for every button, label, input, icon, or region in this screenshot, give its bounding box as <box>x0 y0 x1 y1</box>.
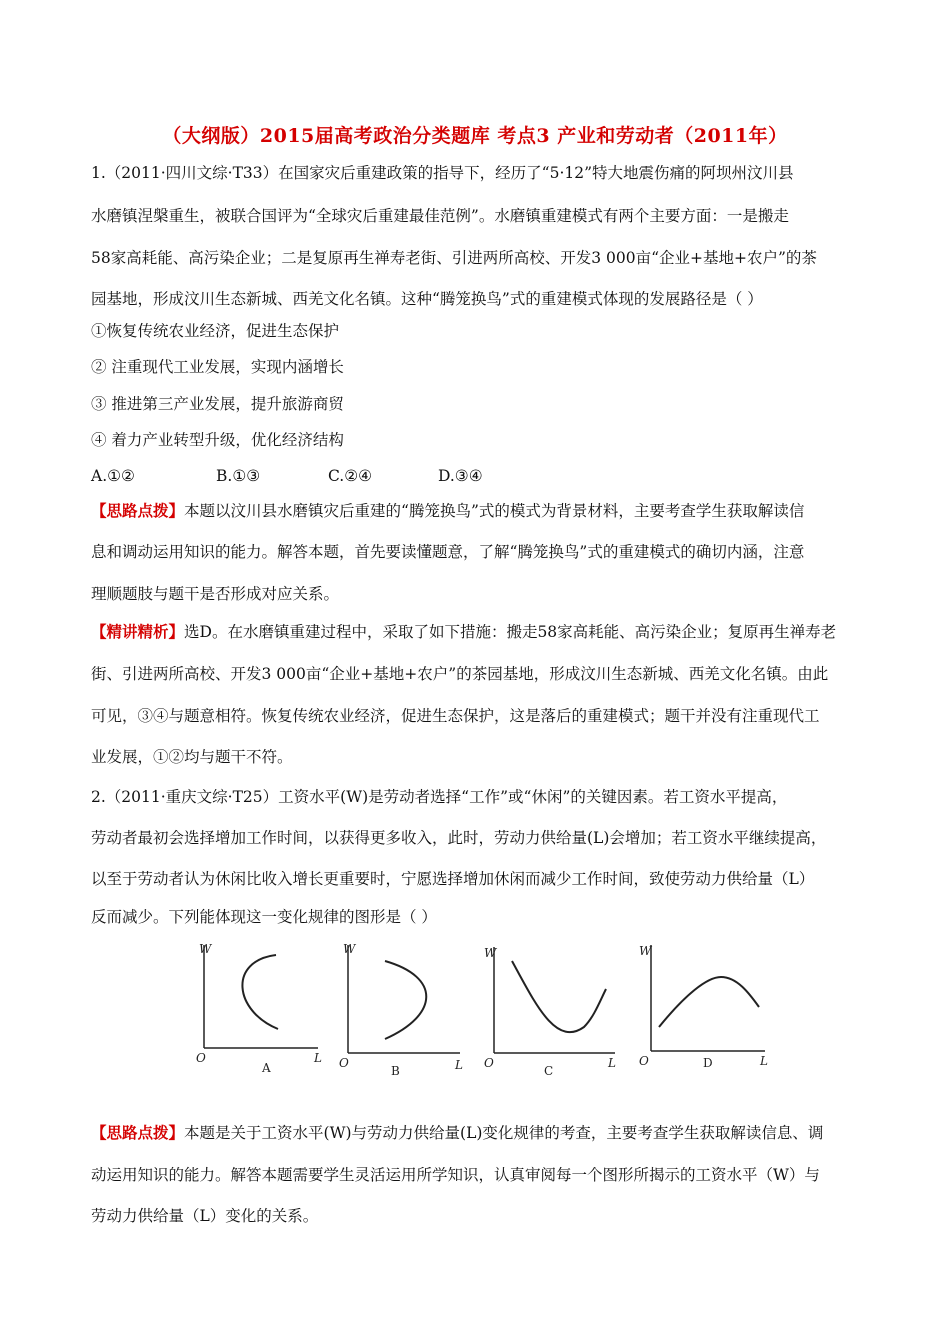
q1-hint <box>91 501 871 521</box>
q1-analysis-line: 可见，③④与题意相符。恢复传统农业经济，促进生态保护，这是落后的重建模式；题干并没有注重现代工 <box>91 707 820 725</box>
q2-hint-line: 劳动力供给量（L）变化的关系。 <box>91 1207 319 1225</box>
q1-stem-line: 园基地，形成汶川生态新城、西羌文化名镇。这种“腾笼换鸟”式的重建模式体现的发展路径是（ ） <box>91 290 763 308</box>
graph-figures <box>180 935 780 1075</box>
q1-stem-line: 水磨镇涅槃重生，被联合国评为“全球灾后重建最佳范例”。水磨镇重建模式有两个主要方面：一是搬走 <box>91 207 789 225</box>
q1-hint-line: 息和调动运用知识的能力。解答本题，首先要读懂题意，了解“腾笼换鸟”式的重建模式的确切内涵，注意 <box>91 543 805 561</box>
option-c: C.②④ <box>328 467 373 485</box>
page-title: （大纲版）2015届高考政治分类题库 考点3 产业和劳动者（2011年） <box>162 125 788 147</box>
graph-d-y-label: W <box>639 944 652 958</box>
q2-stem-line: 2.（2011·重庆文综·T25）工资水平(W)是劳动者选择“工作”或“休闲”的关键因素。若工资水平提高， <box>91 788 788 806</box>
q2-hint-line: 动运用知识的能力。解答本题需要学生灵活运用所学知识，认真审阅每一个图形所揭示的工资水平（W）与 <box>91 1166 820 1184</box>
graph-c-origin: O <box>484 1056 494 1070</box>
q1-stem-line: 58家高耗能、高污染企业；二是复原再生禅寿老街、引进两所高校、开发3 000亩“企业+基地+农户”的茶 <box>91 249 817 267</box>
q2-stem-line: 劳动者最初会选择增加工作时间，以获得更多收入，此时，劳动力供给量(L)会增加；若工资水平继续提高， <box>91 829 827 847</box>
graph-b-x-label: L <box>455 1058 463 1072</box>
hint-text: 本题以汶川县水磨镇灾后重建的“腾笼换鸟”式的模式为背景材料，主要考查学生获取解读信 <box>184 502 805 520</box>
q1-options <box>91 466 871 486</box>
graph-c-y-label: W <box>484 946 497 960</box>
analysis-tag: 【精讲精析】 <box>91 622 185 641</box>
graph-b-label: B <box>391 1064 400 1075</box>
graph-b <box>335 935 475 1075</box>
graph-c-x-label: L <box>608 1056 616 1070</box>
graph-a-y-label: W <box>199 942 212 956</box>
q1-item: ② 注重现代工业发展，实现内涵增长 <box>91 358 344 376</box>
graph-b-y-label: W <box>343 942 356 956</box>
q2-stem-line: 反而减少。下列能体现这一变化规律的图形是（ ） <box>91 908 437 926</box>
q1-stem-line: 1.（2011·四川文综·T33）在国家灾后重建政策的指导下，经历了“5·12”特大地震伤痛的阿坝州汶川县 <box>91 164 794 182</box>
hint-tag: 【思路点拨】 <box>91 501 185 520</box>
graph-a <box>190 935 330 1075</box>
option-b: B.①③ <box>216 467 261 485</box>
hint-text: 本题是关于工资水平(W)与劳动力供给量(L)变化规律的考查，主要考查学生获取解读信息、调 <box>184 1124 824 1142</box>
q2-stem-line: 以至于劳动者认为休闲比收入增长更重要时，宁愿选择增加休闲而减少工作时间，致使劳动力供给量（L） <box>91 870 815 888</box>
graph-d <box>635 935 780 1075</box>
graph-d-x-label: L <box>760 1054 768 1068</box>
option-a: A.①② <box>91 467 135 485</box>
hint-tag: 【思路点拨】 <box>91 1123 185 1142</box>
graph-c <box>480 935 625 1075</box>
graph-a-x-label: L <box>314 1051 322 1065</box>
q1-item: ③ 推进第三产业发展，提升旅游商贸 <box>91 395 344 413</box>
graph-c-label: C <box>544 1064 554 1075</box>
option-d: D.③④ <box>438 467 483 485</box>
q2-hint <box>91 1123 871 1143</box>
q1-analysis-line: 街、引进两所高校、开发3 000亩“企业+基地+农户”的茶园基地，形成汶川生态新城、西羌文化名镇。由此 <box>91 665 829 683</box>
graph-a-label: A <box>262 1061 271 1075</box>
graph-d-origin: O <box>639 1054 649 1068</box>
graph-a-origin: O <box>196 1051 206 1065</box>
graph-b-origin: O <box>339 1056 349 1070</box>
graph-d-label: D <box>703 1056 713 1070</box>
q1-hint-line: 理顺题肢与题干是否形成对应关系。 <box>91 585 340 603</box>
q1-analysis <box>91 622 871 642</box>
q1-item: ①恢复传统农业经济，促进生态保护 <box>91 322 340 340</box>
q1-item: ④ 着力产业转型升级，优化经济结构 <box>91 431 344 449</box>
analysis-text: 选D。在水磨镇重建过程中，采取了如下措施：搬走58家高耗能、高污染企业；复原再生禅寿老 <box>184 623 837 641</box>
q1-analysis-line: 业发展，①②均与题干不符。 <box>91 748 293 766</box>
